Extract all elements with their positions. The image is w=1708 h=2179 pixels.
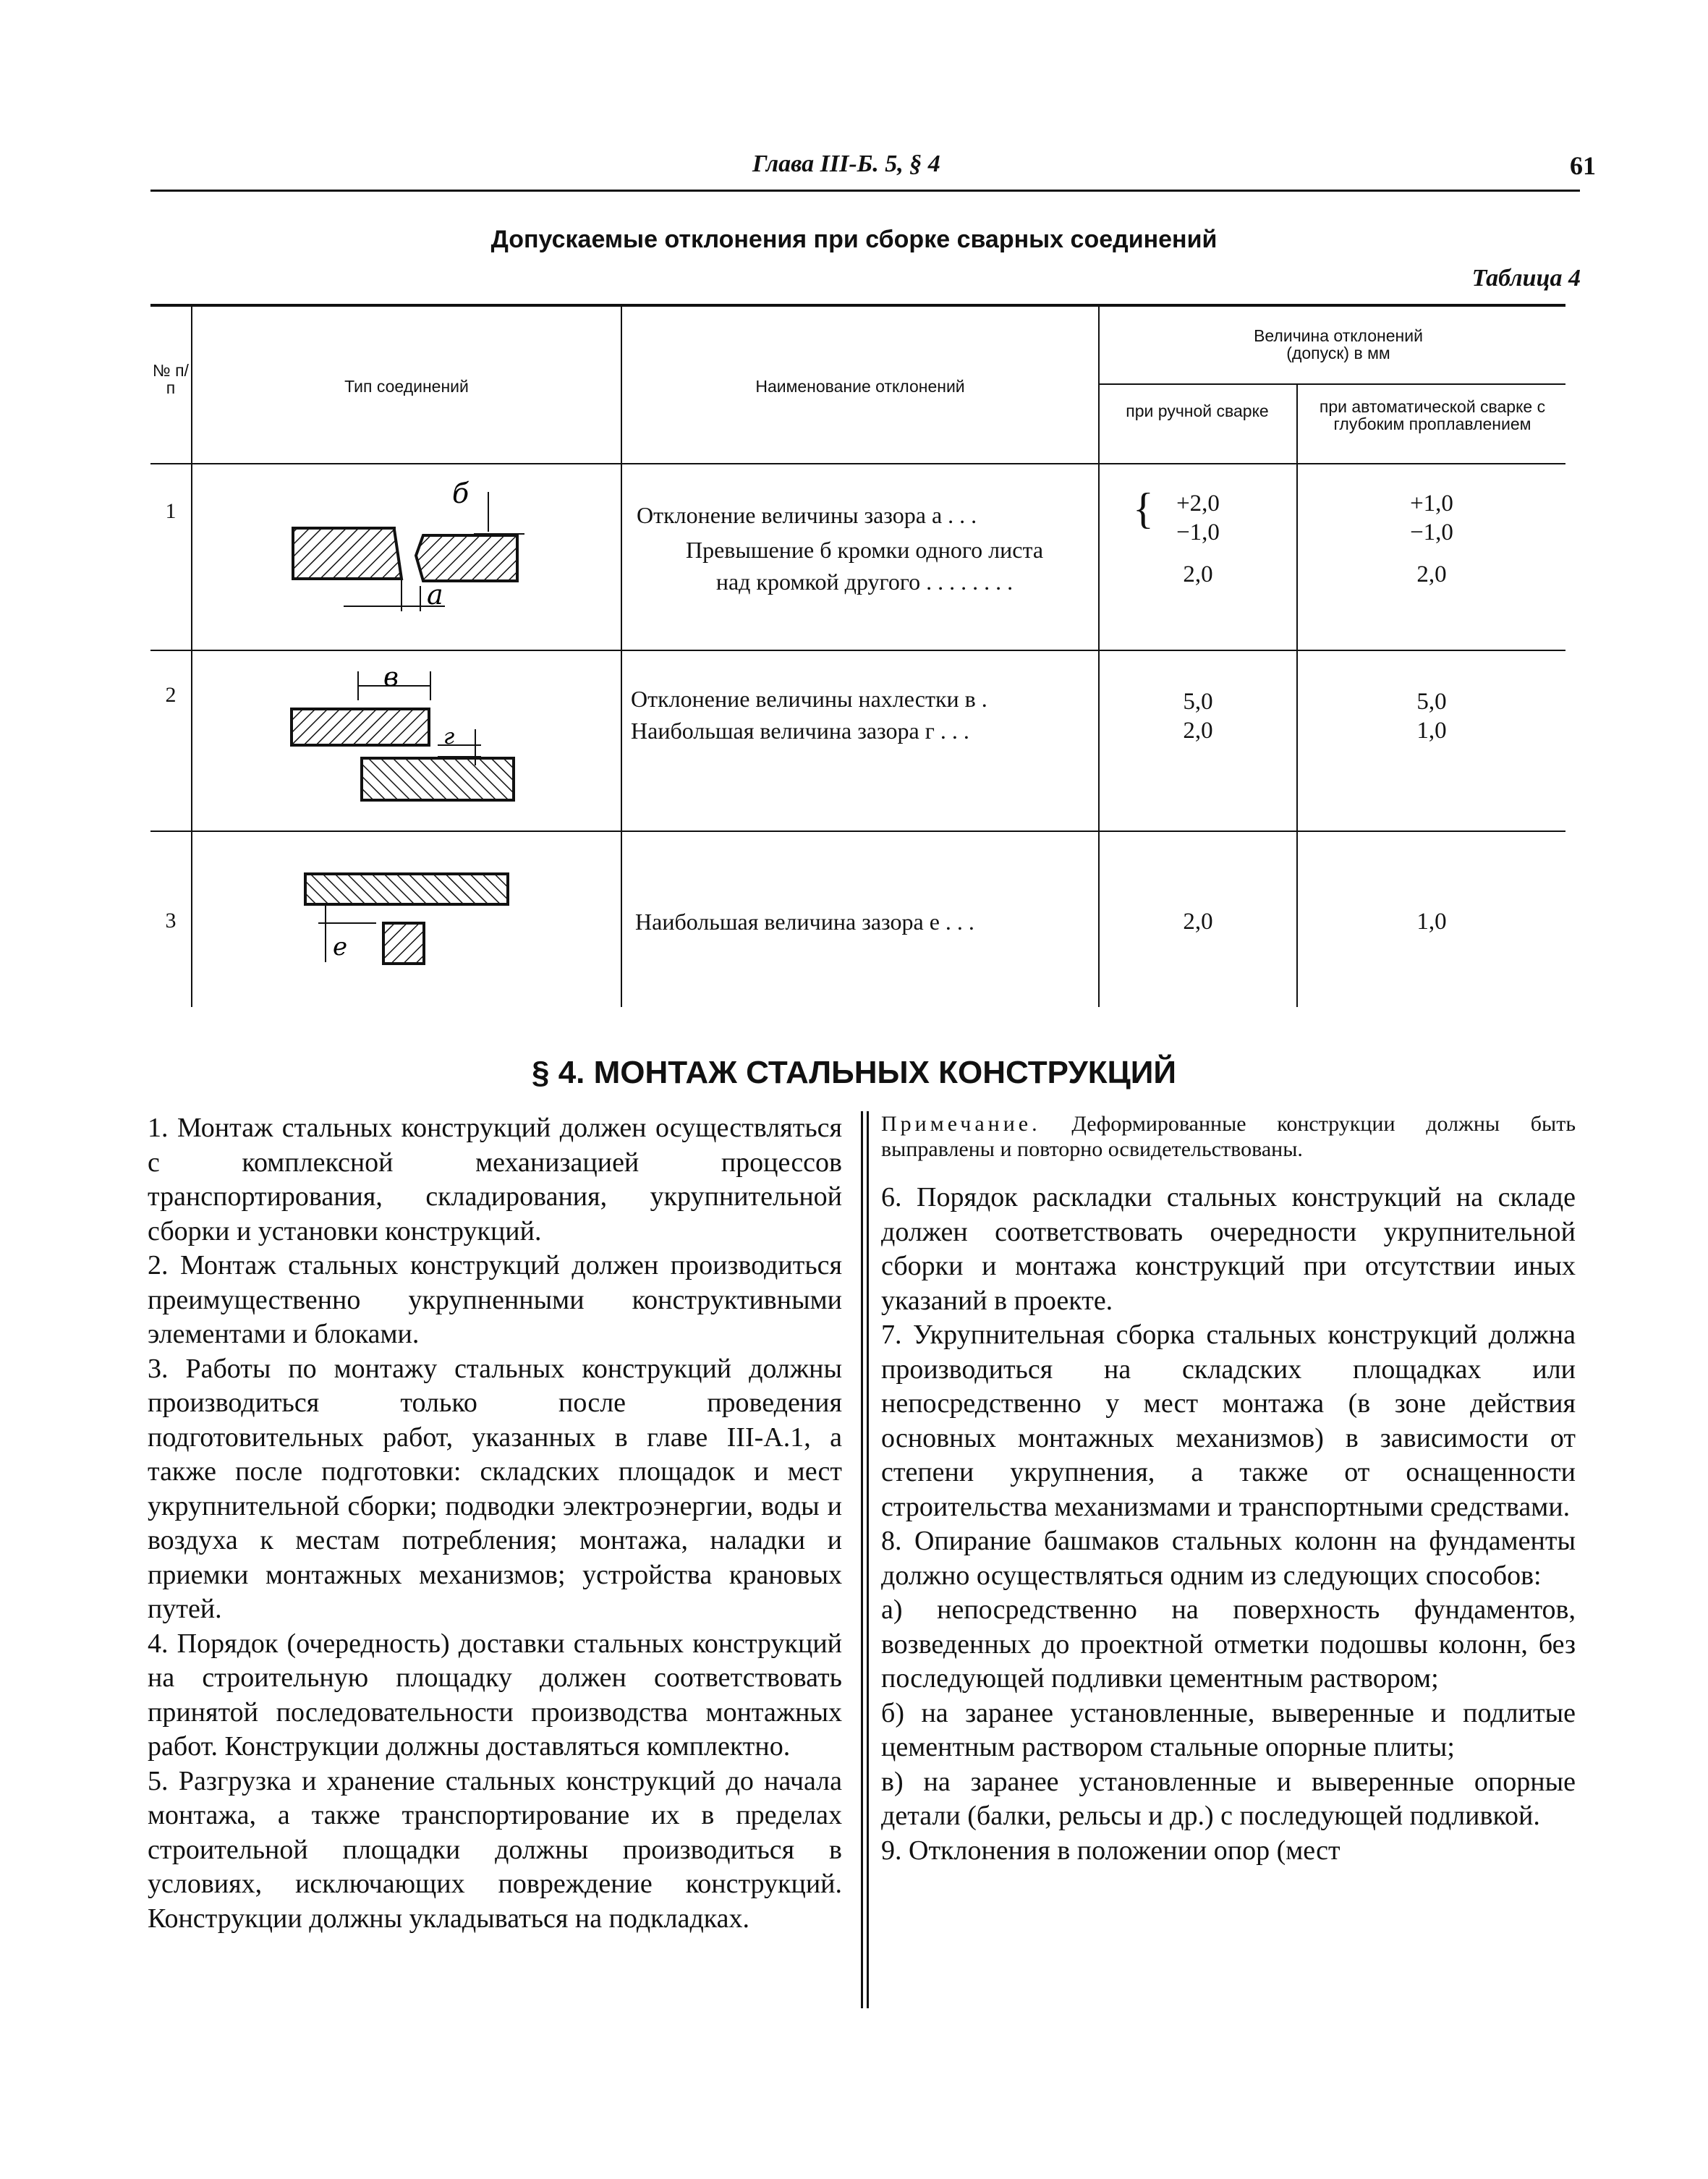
row-2-auto-1: 5,0 (1416, 689, 1447, 715)
diagram-label-g: г (443, 724, 455, 749)
diagram-butt-joint (286, 477, 532, 622)
row-3-deviation-1: Наибольшая величина зазора е . . . (635, 909, 974, 935)
paragraph-5: 5. Разгрузка и хранение стальных конструкций до начала монтажа, а также транспортирование их в пределах строительной площадки должны производиться в условиях, исключающих повреждение конструкций. Конструкции должны укладываться на подкладках. (148, 1765, 842, 1934)
paragraph-7: 7. Укрупнительная сборка стальных конструкций должна производиться на складских площадках или непосредственно у мест монтажа (в зоне действия основных монтажных механизмов) в зависимости от степени укрупнения, а также от оснащенности строительства механизмами и транспортными средствами. (881, 1320, 1576, 1522)
table-row-rule-2 (150, 831, 1565, 832)
header-automatic: при автоматической сварке с глубоким проплавлением (1319, 397, 1546, 433)
row-2-automatic (1298, 687, 1565, 745)
diagram-label-e: е (333, 933, 348, 961)
table-header-rule (150, 463, 1565, 464)
row-1-automatic (1298, 489, 1565, 589)
row-3-manual: 2,0 (1183, 909, 1213, 935)
diagram-label-a: а (427, 579, 443, 611)
row-1-manual-plus: +2,0 (1176, 490, 1220, 517)
header-num: № п/п (153, 361, 189, 397)
row-1-deviations (637, 499, 1092, 598)
table-number-label: Таблица 4 (1471, 265, 1581, 292)
row-1-num: 1 (165, 499, 177, 523)
column-divider-2 (867, 1111, 869, 2008)
diagram-label-b: б (452, 477, 470, 509)
table-col-rule-2 (621, 307, 622, 1007)
table-col-rule-3 (1098, 307, 1100, 1007)
row-1-deviation-1: Отклонение величины зазора а . . . (637, 502, 977, 528)
paragraph-8: 8. Опирание башмаков стальных колонн на фундаменты должно осуществляться одним из следующих способов: (881, 1526, 1576, 1591)
row-2-manual-1: 5,0 (1183, 689, 1213, 715)
paragraph-9: 9. Отклонения в положении опор (мест (881, 1835, 1341, 1866)
header-rule (150, 190, 1580, 192)
table-top-rule (150, 304, 1565, 307)
row-3-automatic: 1,0 (1416, 909, 1447, 935)
header-joint-type: Тип соединений (344, 377, 469, 396)
row-1-deviation-2: Превышение б кромки одного листа (685, 537, 1044, 563)
running-head: Глава III-Б. 5, § 4 (752, 150, 940, 177)
row-2-deviations (631, 683, 1094, 747)
row-1-deviation-3: над кромкой другого . . . . . . . . (715, 569, 1014, 595)
paragraph-8b: б) на заранее установленные, выверенные и подлитые цементным раствором стальные опорные плиты; (881, 1697, 1576, 1762)
table-subheader-rule (1098, 383, 1565, 385)
row-1-auto-minus: −1,0 (1410, 519, 1453, 545)
paragraph-4: 4. Порядок (очередность) доставки стальных конструкций на строительную площадку должен соответствовать принятой последовательности производства монтажных работ. Конструкции должны доставляться комплектно. (148, 1628, 842, 1762)
table-caption: Допускаемые отклонения при сборке сварных соединений (490, 226, 1218, 253)
left-column (148, 1111, 842, 1936)
row-2-deviation-1: Отклонение величины нахлестки в . (631, 686, 987, 712)
brace-icon: { (1133, 485, 1154, 532)
paragraph-2: 2. Монтаж стальных конструкций должен производиться преимущественно укрупненными конструктивными элементами и блоками. (148, 1250, 842, 1349)
note-text: Деформированные конструкции должны быть выправлены и повторно освидетельствованы. (881, 1112, 1576, 1161)
diagram-tee-joint (297, 861, 514, 969)
row-2-manual (1100, 687, 1296, 745)
row-1-manual-minus: −1,0 (1176, 519, 1220, 545)
table-col-rule-1 (191, 307, 192, 1007)
paragraph-3: 3. Работы по монтажу стальных конструкций должны производиться только после проведения подготовительных работ, указанных в главе III-А.1, а также после подготовки: складских площадок и мест укрупнительной сборки; подводки электроэнергии, воды и воздуха к местам потребления; монтажа, наладки и приемки монтажных механизмов; устройства крановых путей. (148, 1353, 842, 1624)
paragraph-1: 1. Монтаж стальных конструкций должен осуществляться с комплексной механизацией процессов транспортирования, складирования, укрупнительной сборки и установки конструкций. (148, 1113, 842, 1246)
note-label: Примечание. (881, 1112, 1041, 1136)
table-row-rule-1 (150, 650, 1565, 651)
row-2-deviation-2: Наибольшая величина зазора г . . . (631, 718, 969, 744)
paragraph-8a: а) непосредственно на поверхность фундаментов, возведенных до проектной отметки подошвы колонн, без последующей подливки цементным раствором; (881, 1594, 1576, 1694)
row-1-manual (1100, 485, 1296, 589)
page-number: 61 (1570, 151, 1596, 180)
row-3-deviations (635, 906, 1098, 938)
diagram-lap-joint (286, 664, 532, 816)
row-2-manual-2: 2,0 (1183, 718, 1213, 744)
row-1-auto-edge: 2,0 (1416, 561, 1447, 587)
row-3-num: 3 (165, 909, 177, 933)
paragraph-6: 6. Порядок раскладки стальных конструкций на складе должен соответствовать очередности укрупнительной сборки и монтажа конструкций при отсутствии иных указаний в проекте. (881, 1182, 1576, 1316)
row-1-auto-plus: +1,0 (1410, 490, 1453, 517)
row-2-num: 2 (165, 683, 177, 707)
column-divider-1 (861, 1111, 863, 2008)
note (881, 1111, 1576, 1162)
section-title: § 4. МОНТАЖ СТАЛЬНЫХ КОНСТРУКЦИЙ (532, 1055, 1176, 1090)
row-1-manual-edge: 2,0 (1183, 561, 1213, 587)
header-deviation-name: Наименование отклонений (755, 377, 965, 396)
paragraph-8c: в) на заранее установленные и выверенные опорные детали (балки, рельсы и др.) с последующей подливкой. (881, 1766, 1576, 1831)
header-manual: при ручной сварке (1126, 402, 1269, 420)
row-2-auto-2: 1,0 (1416, 718, 1447, 744)
right-column (881, 1111, 1576, 1868)
header-tolerance-group: Величина отклонений (допуск) в мм (1254, 326, 1423, 362)
diagram-label-v: в (383, 664, 399, 692)
